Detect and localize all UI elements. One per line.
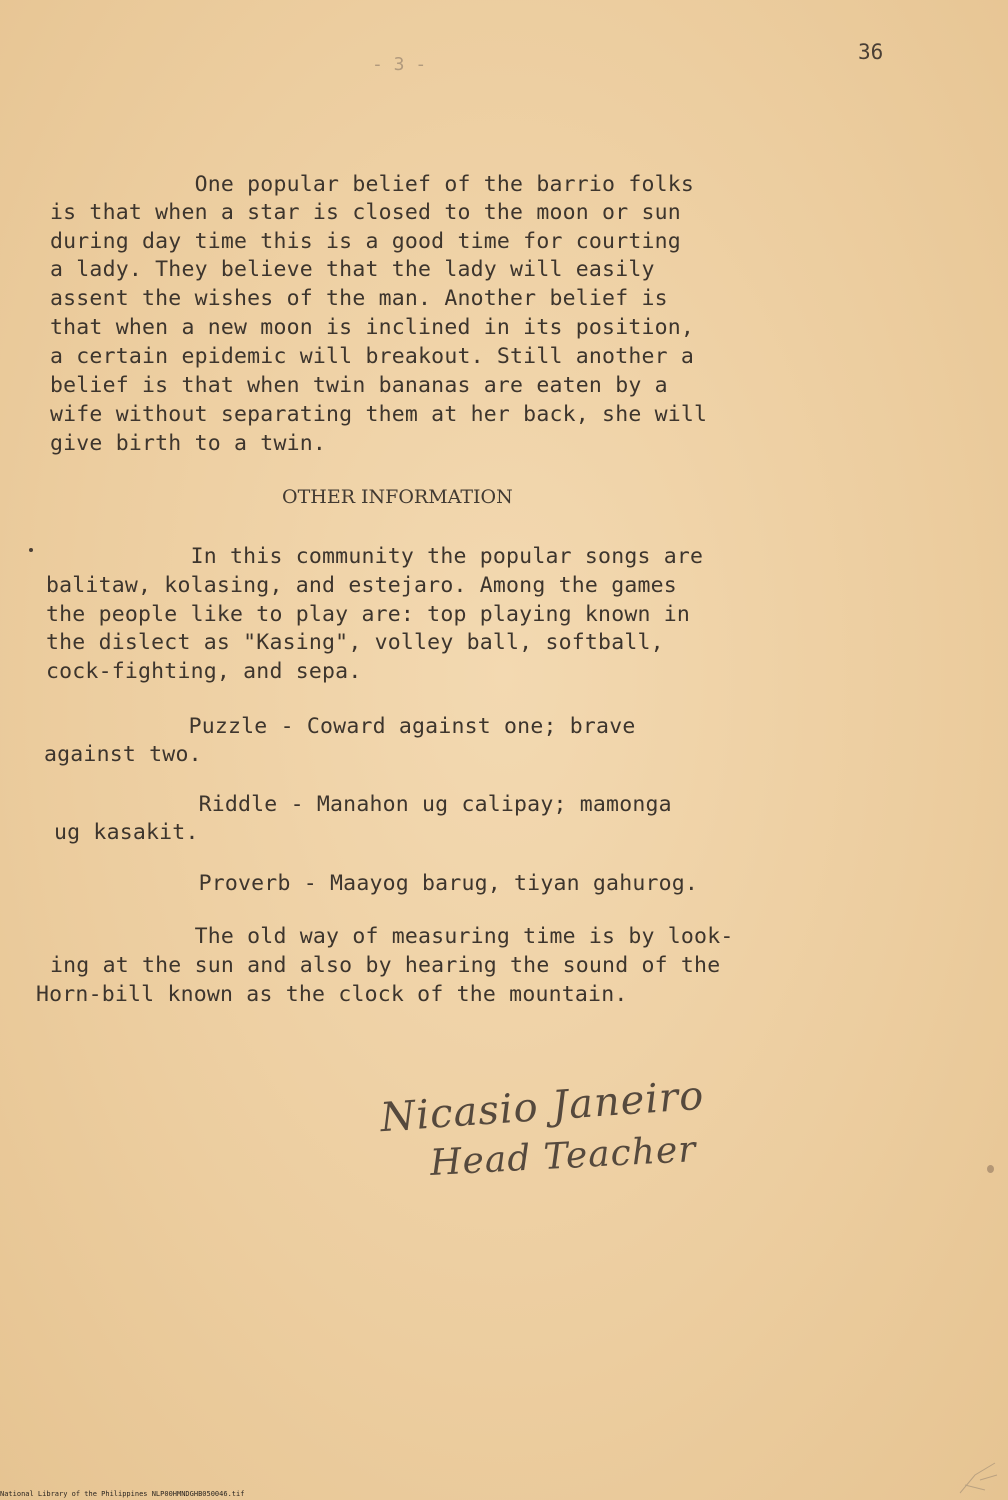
text-line: give birth to a twin. xyxy=(50,431,327,456)
text-line: is that when a star is closed to the moon or sun xyxy=(50,200,681,225)
margin-dot xyxy=(29,548,33,552)
text-line: The old way of measuring time is by look- xyxy=(50,924,734,949)
signature-name: Nicasio Janeiro xyxy=(378,1072,706,1142)
text-line: ing at the sun and also by hearing the sound of the xyxy=(50,953,721,978)
signature-title: Head Teacher xyxy=(429,1129,698,1184)
text-line: assent the wishes of the man. Another belief is xyxy=(50,286,668,311)
text-line: that when a new moon is inclined in its position, xyxy=(50,315,695,340)
text-line: Riddle - Manahon ug calipay; mamonga xyxy=(54,792,672,817)
section-heading: OTHER INFORMATION xyxy=(282,486,513,508)
text-line: balitaw, kolasing, and estejaro. Among the games xyxy=(46,573,677,598)
text-line: against two. xyxy=(44,742,202,767)
text-line: cock-fighting, and sepa. xyxy=(46,659,362,684)
text-line: Puzzle - Coward against one; brave xyxy=(44,714,636,739)
text-line: In this community the popular songs are xyxy=(46,544,704,569)
paper-spot xyxy=(987,1165,994,1173)
corner-pencil-mark xyxy=(955,1455,1000,1495)
text-line: the people like to play are: top playing known in xyxy=(46,602,691,627)
text-line: belief is that when twin bananas are eaten by a xyxy=(50,373,668,398)
text-line: One popular belief of the barrio folks xyxy=(50,172,695,197)
text-line: ug kasakit. xyxy=(54,820,199,845)
page-top-mark: - 3 - xyxy=(372,54,427,75)
text-line: during day time this is a good time for courting xyxy=(50,229,681,254)
text-line: wife without separating them at her back, she will xyxy=(50,402,708,427)
text-line: Proverb - Maayog barug, tiyan gahurog. xyxy=(54,871,699,896)
text-line: Horn-bill known as the clock of the mountain. xyxy=(36,982,628,1007)
text-line: a lady. They believe that the lady will easily xyxy=(50,257,655,282)
archive-footer: National Library of the Philippines NLP00HMNDGHB050046.tif xyxy=(0,1490,245,1498)
text-line: a certain epidemic will breakout. Still another a xyxy=(50,344,695,369)
text-line: the dislect as "Kasing", volley ball, softball, xyxy=(46,630,664,655)
page-number: 36 xyxy=(858,40,884,64)
